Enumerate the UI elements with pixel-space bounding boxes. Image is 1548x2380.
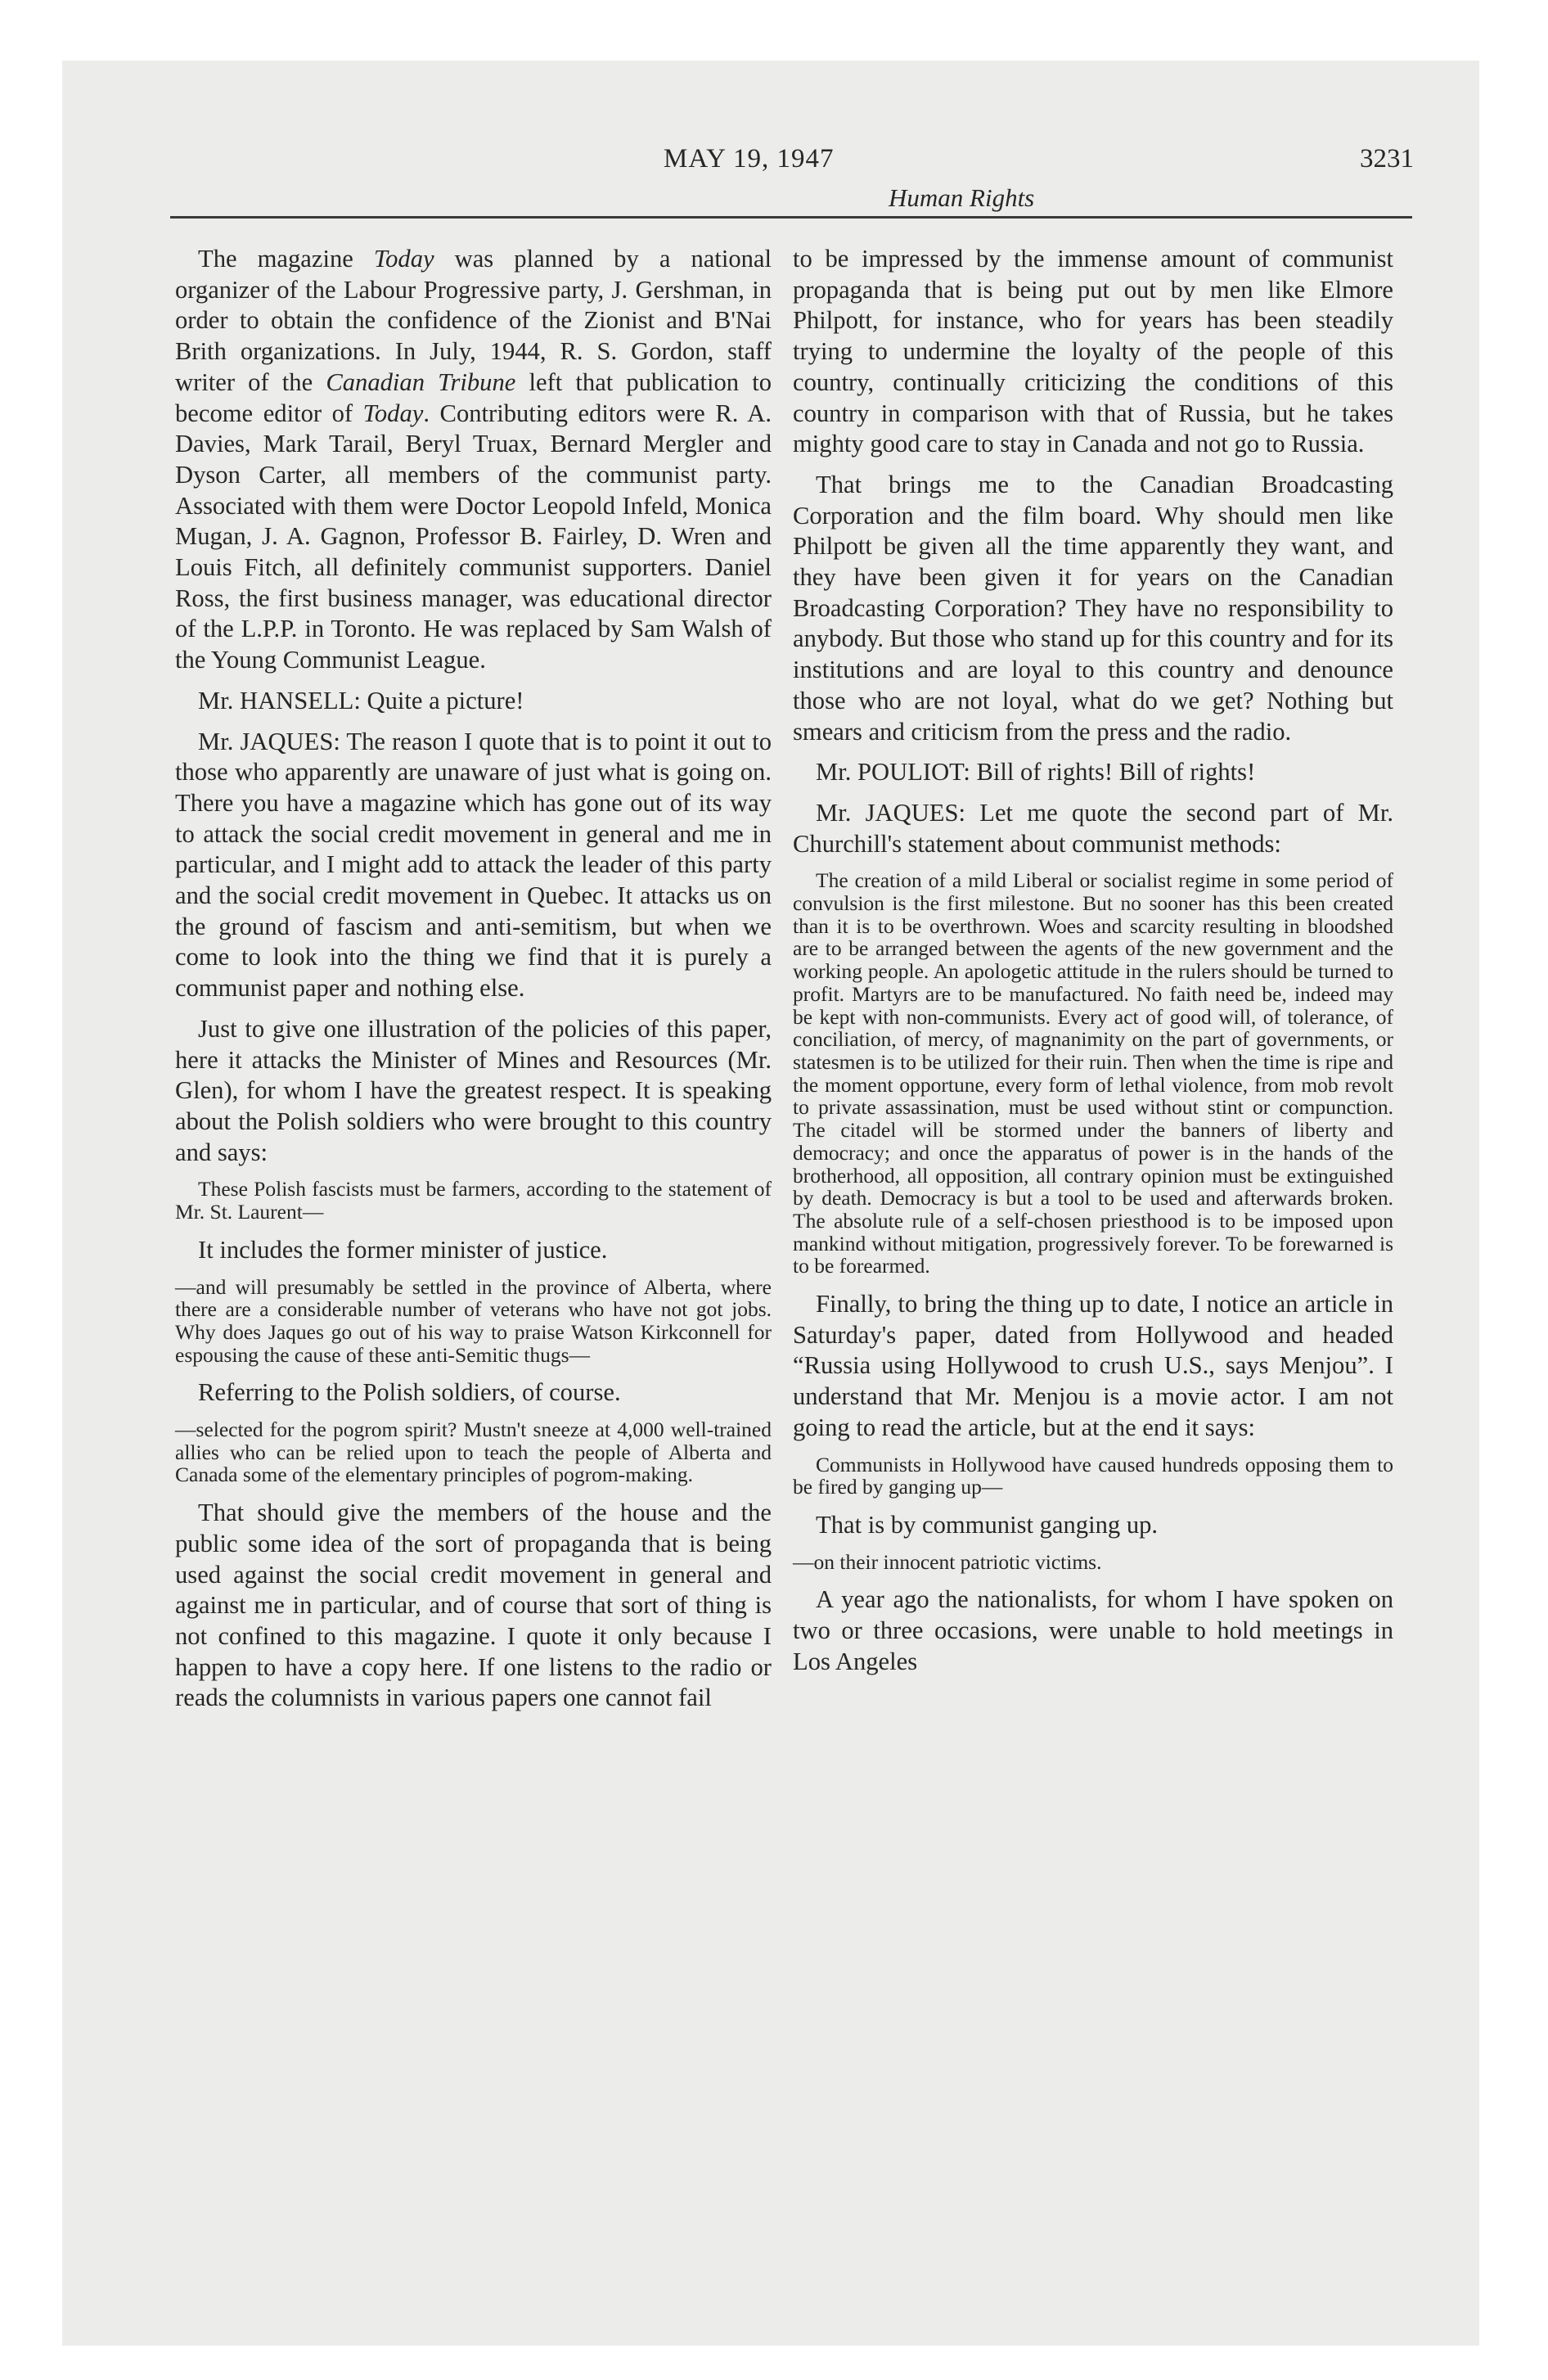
header-date: MAY 19, 1947: [664, 144, 835, 174]
page-number: 3231: [1360, 144, 1414, 174]
quoted-passage: The creation of a mild Liberal or socialist regime in some period of convulsion is the first milestone. But no sooner has this been created than it is to be overthrown. Woes and scarcity resulting in bloodshed are to be arranged between the agents of the new government and the working people. An apologetic attitude in the rulers should be turned to profit. Martyrs are to be manufactured. No faith need be, indeed may be kept with non-communists. Every act of good will, of tolerance, of conciliation, of mercy, of magnanimity on the part of governments, or statesmen is to be utilized for their ruin. Then when the time is ripe and the moment opportune, every form of lethal violence, from mob revolt to private assassination, must be used without stint or compunction. The citadel will be stormed under the banners of liberty and democracy; and once the apparatus of power is in the hands of the brotherhood, all opposition, all contrary opinion must be extinguished by death. Democracy is but a tool to be used and afterwards broken. The absolute rule of a self-chosen priesthood is to be imposed upon mankind without mitigation, progressively forever. To be forewarned is to be forearmed.: [793, 868, 1393, 1278]
quoted-passage: —on their innocent patriotic victims.: [793, 1549, 1102, 1574]
quoted-passage: Communists in Hollywood have caused hundreds opposing them to be fired by ganging up—: [793, 1452, 1393, 1499]
page-header: [62, 61, 1479, 224]
quoted-passage: —and will presumably be settled in the province of Alberta, where there are a considerable number of veterans who have not got jobs. Why does Jaques go out of his way to praise Watson Kirkconnell for espousing the cause of these anti-Semitic thugs—: [175, 1274, 772, 1367]
paragraph: Mr. JAQUES: Let me quote the second part of Mr. Churchill's statement about communist methods:: [793, 798, 1393, 858]
paragraph: Mr. JAQUES: The reason I quote that is to point it out to those who apparently are unaware of just what is going on. There you have a magazine which has gone out of its way to attack the social credit movement in general and me in particular, and I might add to attack the leader of this party and the social credit movement in Quebec. It attacks us on the ground of fascism and anti-semitism, but when we come to look into the thing we find that it is purely a communist paper and nothing else.: [175, 727, 772, 1003]
right-column: [793, 244, 1393, 1687]
italic-title: Canadian Tribune: [326, 367, 516, 396]
paragraph: It includes the former minister of justice.: [198, 1235, 608, 1264]
paragraph: Mr. POULIOT: Bill of rights! Bill of rights!: [816, 758, 1256, 787]
paragraph: That brings me to the Canadian Broadcasting Corporation and the film board. Why should men like Philpott be given all the time apparently they want, and they have been given it for years on the Canadian Broadcasting Corporation? They have no responsibility to anybody. But those who stand up for this country and for its institutions and are loyal to this country and denounce those who are not loyal, what do we get? Nothing but smears and criticism from the press and the radio.: [793, 470, 1393, 746]
page-sheet: [62, 61, 1479, 2346]
quoted-passage: —selected for the pogrom spirit? Mustn't sneeze at 4,000 well-trained allies who can be relied upon to teach the people of Alberta and Canada some of the elementary principles of pogrom-making.: [175, 1418, 772, 1487]
header-rule: [170, 216, 1412, 219]
paragraph: That is by communist ganging up.: [816, 1510, 1159, 1539]
paragraph: That should give the members of the house and the public some idea of the sort of propaganda that is being used against the social credit movement in general and against me in particular, and of course that sort of thing is not confined to this magazine. I quote it only because I happen to have a copy here. If one listens to the radio or reads the columnists in various papers one cannot fail: [175, 1499, 772, 1712]
italic-title: Today: [362, 399, 424, 427]
paragraph: Finally, to bring the thing up to date, I notice an article in Saturday's paper, dated from Hollywood and headed “Russia using Hollywood to crush U.S., says Menjou”. I understand that Mr. Menjou is a movie actor. I am not going to read the article, but at the end it says:: [793, 1290, 1393, 1441]
paragraph: The magazine Today was planned by a national organizer of the Labour Progressive party, J. Gershman, in order to obtain the confidence of the Zionist and B'Nai Brith organizations. In July, 1944, R. S. Gordon, staff writer of the Canadian Tribune left that publication to become editor of Today. Contributing editors were R. A. Davies, Mark Tarail, Beryl Truax, Bernard Mergler and Dyson Carter, all members of the communist party. Associated with them were Doctor Leopold Infeld, Monica Mugan, J. A. Gagnon, Professor B. Fairley, D. Wren and Louis Fitch, all definitely communist supporters. Daniel Ross, the first business manager, was educational director of the L.P.P. in Toronto. He was replaced by Sam Walsh of the Young Communist League.: [175, 245, 772, 674]
quoted-passage: These Polish fascists must be farmers, according to the statement of Mr. St. Laurent—: [175, 1177, 772, 1224]
paragraph: A year ago the nationalists, for whom I have spoken on two or three occasions, were unable to hold meetings in Los Angeles: [793, 1585, 1393, 1675]
left-column: [175, 244, 772, 1724]
header-topic: Human Rights: [889, 183, 1035, 212]
paragraph: Referring to the Polish soldiers, of course.: [198, 1378, 621, 1407]
italic-title: Today: [373, 245, 434, 273]
paragraph: Just to give one illustration of the policies of this paper, here it attacks the Minister of Mines and Resources (Mr. Glen), for whom I have the greatest respect. It is speaking about the Polish soldiers who were brought to this country and says:: [175, 1014, 772, 1166]
paragraph: Mr. HANSELL: Quite a picture!: [198, 686, 524, 714]
paragraph: to be impressed by the immense amount of communist propaganda that is being put out by men like Elmore Philpott, for instance, who for years has been steadily trying to undermine the loyalty of the people of this country, continually criticizing the conditions of this country in comparison with that of Russia, but he takes mighty good care to stay in Canada and not go to Russia.: [793, 245, 1393, 458]
